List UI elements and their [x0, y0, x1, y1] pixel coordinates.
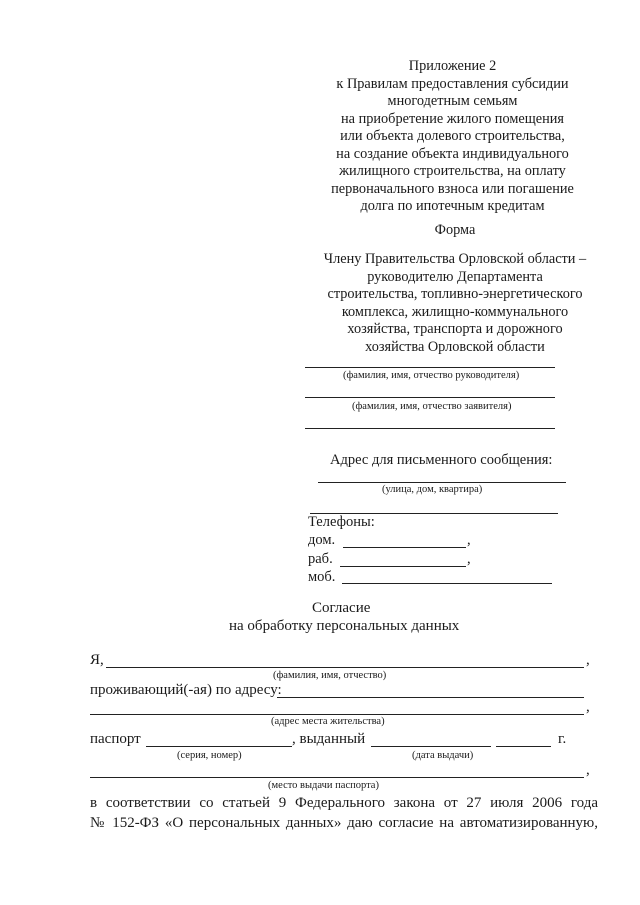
form-label: Форма: [434, 222, 476, 238]
phone-work-comma: ,: [467, 551, 471, 567]
issue-year-line[interactable]: [496, 746, 551, 747]
issued-label: , выданный: [292, 731, 366, 747]
phone-mobile-label: моб.: [308, 569, 336, 585]
addressee-line: хозяйства Орловской области: [365, 338, 545, 355]
phone-home-comma: ,: [467, 532, 471, 548]
consent-title: Согласие: [312, 600, 371, 616]
phone-work-label: раб.: [308, 551, 333, 567]
fio-caption: (фамилия, имя, отчество): [273, 670, 387, 681]
residing-label: проживающий(-ая) по адресу:: [90, 682, 282, 698]
consent-subtitle: на обработку персональных данных: [229, 618, 460, 634]
applicant-name-extra-line[interactable]: [305, 428, 555, 429]
consent-paragraph-line: в соответствии со статьей 9 Федерального закона от 27 июля 2006 года: [90, 795, 598, 811]
addressee-line: хозяйства, транспорта и дорожного: [347, 321, 563, 337]
addressee-line: строительства, топливно-энергетического: [327, 286, 583, 302]
addressee-line: Члену Правительства Орловской области –: [323, 251, 587, 267]
issue-date-caption: (дата выдачи): [412, 750, 474, 761]
year-suffix: г.: [558, 731, 567, 747]
head-name-line[interactable]: [305, 367, 555, 368]
appendix-line: на приобретение жилого помещения: [341, 110, 564, 127]
consent-paragraph-line: № 152-ФЗ «О персональных данных» даю согласие на автоматизированную,: [90, 815, 598, 831]
passport-label: паспорт: [90, 731, 141, 747]
phone-work-line[interactable]: [340, 566, 466, 567]
i-label: Я,: [90, 652, 104, 668]
street-caption: (улица, дом, квартира): [382, 484, 483, 495]
series-caption: (серия, номер): [177, 750, 242, 761]
issue-place-comma: ,: [586, 762, 590, 778]
addressee-line: комплекса, жилищно-коммунального: [341, 303, 569, 320]
appendix-title: Приложение 2: [408, 58, 497, 74]
applicant-name-line[interactable]: [305, 397, 555, 398]
residence-line[interactable]: [277, 697, 584, 698]
phone-home-line[interactable]: [343, 547, 466, 548]
residence-caption: (адрес места жительства): [271, 716, 385, 727]
appendix-line: жилищного строительства, на оплату: [339, 163, 566, 179]
fio-line[interactable]: [106, 667, 584, 668]
appendix-line: долга по ипотечным кредитам: [360, 198, 545, 214]
fio-comma: ,: [586, 652, 590, 668]
addressee-line: руководителю Департамента: [367, 268, 543, 285]
residence-line-2[interactable]: [90, 714, 584, 715]
addressee-block: [300, 251, 610, 356]
residence-comma: ,: [586, 699, 590, 715]
phones-label: Телефоны:: [308, 514, 375, 530]
appendix-header: [305, 58, 600, 216]
address-label: Адрес для письменного сообщения:: [330, 452, 553, 468]
issue-date-line[interactable]: [371, 746, 491, 747]
issue-place-caption: (место выдачи паспорта): [268, 780, 379, 791]
phone-home-label: дом.: [308, 532, 336, 548]
appendix-line: к Правилам предоставления субсидии: [336, 75, 569, 92]
applicant-name-caption: (фамилия, имя, отчество заявителя): [352, 401, 512, 412]
appendix-line: или объекта долевого строительства,: [340, 128, 565, 144]
appendix-line: многодетным семьям: [387, 93, 518, 109]
issue-place-line[interactable]: [90, 777, 584, 778]
appendix-line: первоначального взноса или погашение: [331, 180, 574, 197]
phone-mobile-line[interactable]: [342, 583, 552, 584]
appendix-line: на создание объекта индивидуального: [336, 145, 569, 162]
passport-series-line[interactable]: [146, 746, 292, 747]
head-name-caption: (фамилия, имя, отчество руководителя): [343, 370, 520, 381]
street-line[interactable]: [318, 482, 566, 483]
